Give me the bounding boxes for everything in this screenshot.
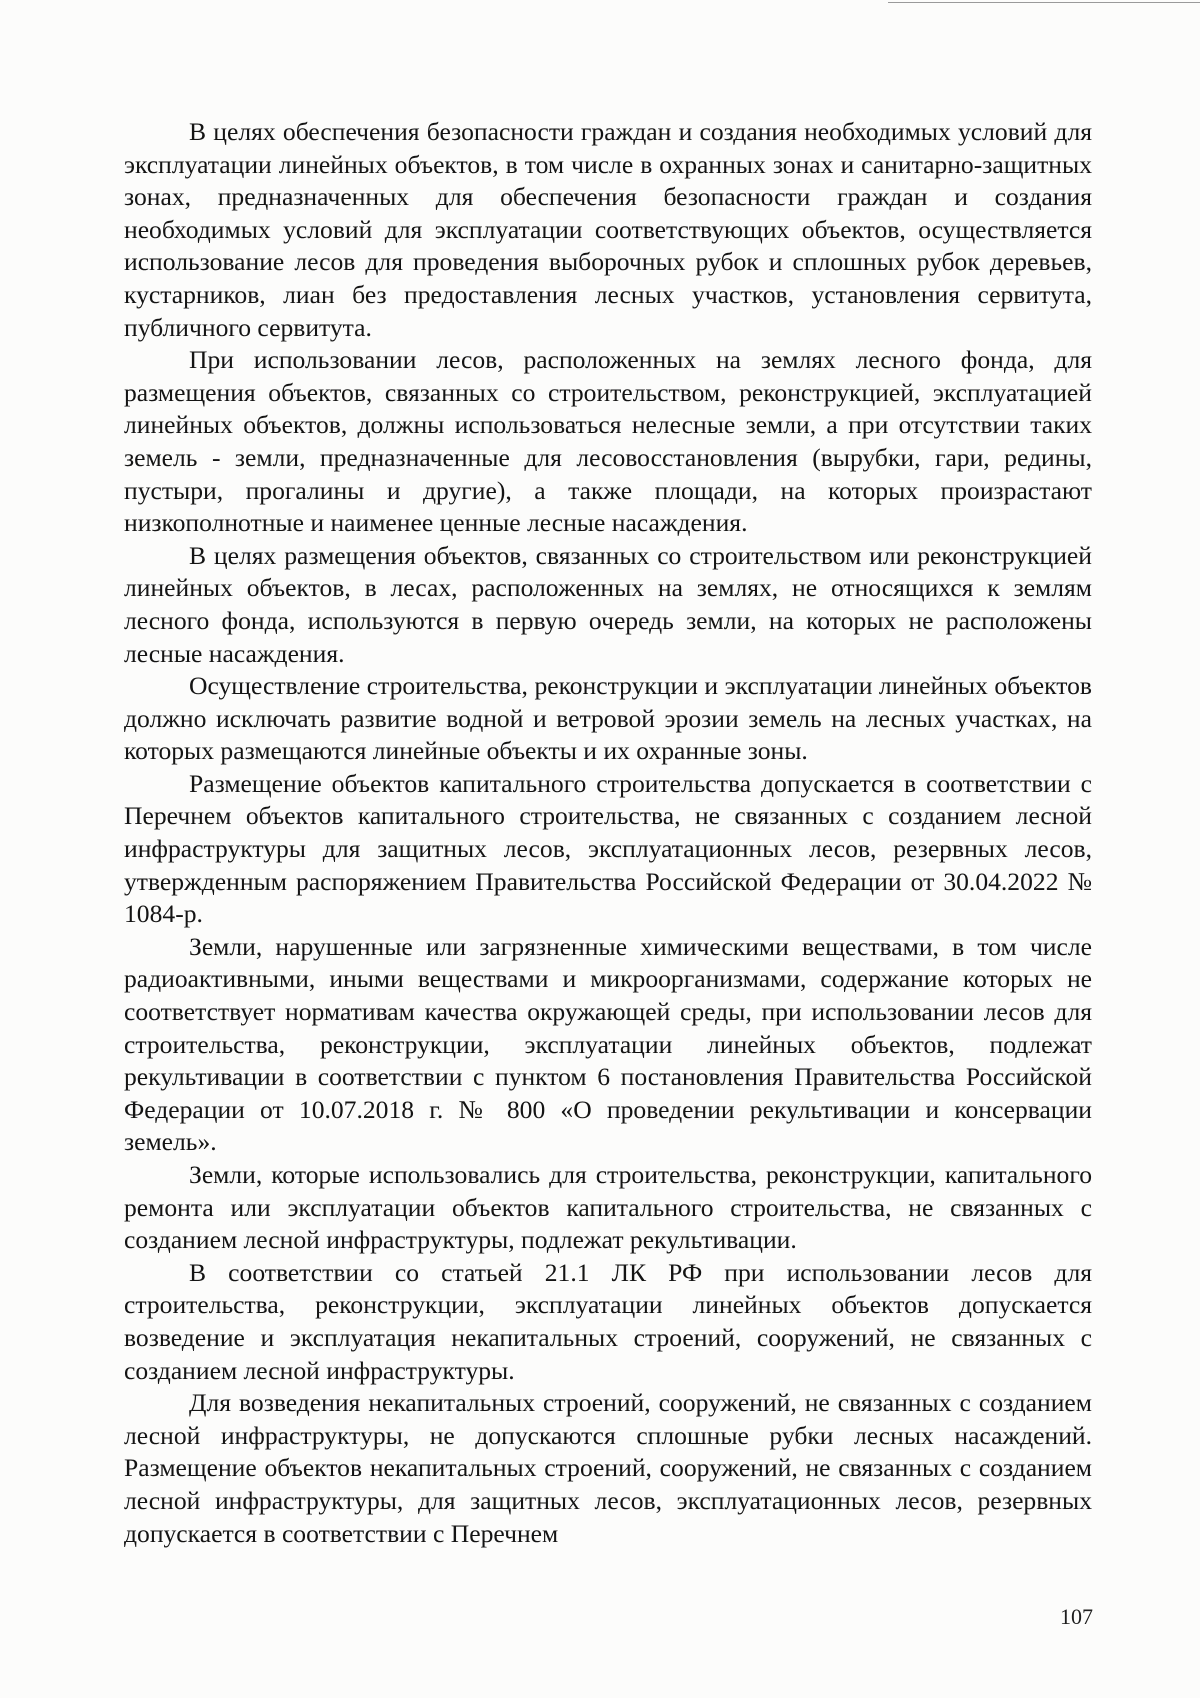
paragraph-3: В целях размещения объектов, связанных со строительством или реконструкцией линейных объектов, в лесах, расположенных на землях, не относящихся к землям лесного фонда, используются в первую очередь земли, на которых не расположены лесные насаждения.	[124, 540, 1092, 668]
paragraph-8: В соответствии со статьей 21.1 ЛК РФ при использовании лесов для строительства, реконструкции, эксплуатации линейных объектов допускается возведение и эксплуатация некапитальных строений, сооружений, не связанных с созданием лесной инфраструктуры.	[124, 1257, 1092, 1385]
paragraph-5: Размещение объектов капитального строительства допускается в соответствии с Перечнем объектов капитального строительства, не связанных с созданием лесной инфраструктуры для защитных лесов, эксплуатационных лесов, резервных лесов, утвержденным распоряжением Правительства Российской Федерации от 30.04.2022 № 1084-р.	[124, 768, 1092, 929]
paragraph-4: Осуществление строительства, реконструкции и эксплуатации линейных объектов должно исключать развитие водной и ветровой эрозии земель на лесных участках, на которых размещаются линейные объекты и их охранные зоны.	[124, 671, 1092, 766]
paragraph-7: Земли, которые использовались для строительства, реконструкции, капитального ремонта или эксплуатации объектов капитального строительства, не связанных с созданием лесной инфраструктуры, подлежат рекультивации.	[124, 1160, 1092, 1255]
paragraph-6: Земли, нарушенные или загрязненные химическими веществами, в том числе радиоактивными, иными веществами и микроорганизмами, содержание которых не соответствует нормативам качества окружающей среды, при использовании лесов для строительства, реконструкции, эксплуатации линейных объектов, подлежат рекультивации в соответствии с пунктом 6 постановления Правительства Российской Федерации от 10.07.2018 г. № 800 «О проведении рекультивации и консервации земель».	[124, 931, 1092, 1157]
paragraph-2: При использовании лесов, расположенных на землях лесного фонда, для размещения объектов, связанных со строительством, реконструкцией, эксплуатацией линейных объектов, должны использоваться нелесные земли, а при отсутствии таких земель - земли, предназначенные для лесовосстановления (вырубки, гари, редины, пустыри, прогалины и другие), а также площади, на которых произрастают низкополнотные и наименее ценные лесные насаждения.	[124, 345, 1092, 538]
top-edge-rule	[888, 2, 1200, 3]
paragraph-1: В целях обеспечения безопасности граждан и создания необходимых условий для эксплуатации линейных объектов, в том числе в охранных зонах и санитарно-защитных зонах, предназначенных для обеспечения безопасности граждан и создания необходимых условий для эксплуатации соответствующих объектов, осуществляется использование лесов для проведения выборочных рубок и сплошных рубок деревьев, кустарников, лиан без предоставления лесных участков, установления сервитута, публичного сервитута.	[124, 117, 1092, 342]
paragraph-9: Для возведения некапитальных строений, сооружений, не связанных с созданием лесной инфраструктуры, не допускаются сплошные рубки лесных насаждений. Размещение объектов некапитальных строений, сооружений, не связанных с созданием лесной инфраструктуры, для защитных лесов, эксплуатационных лесов, резервных допускается в соответствии с Перечнем	[124, 1388, 1092, 1548]
page-number: 107	[1060, 1604, 1093, 1629]
document-body	[124, 116, 1092, 1550]
